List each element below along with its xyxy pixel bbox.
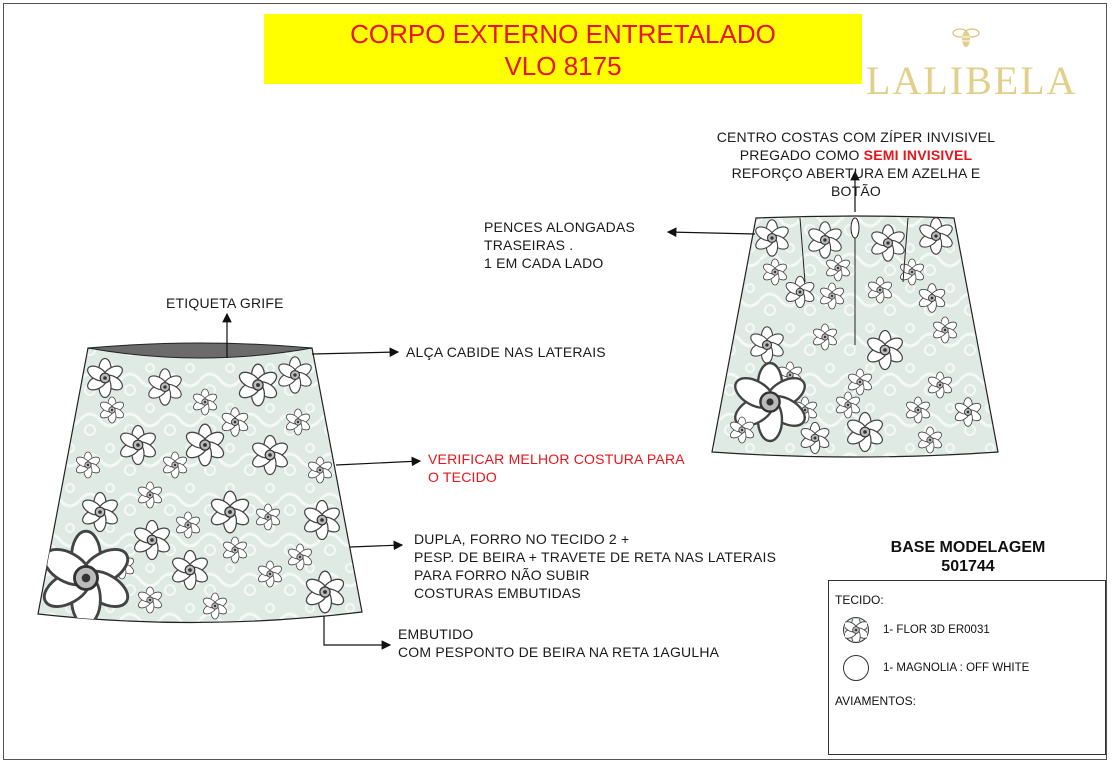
title-line-2: VLO 8175 bbox=[504, 51, 622, 81]
fabric-panel bbox=[828, 580, 1106, 755]
darts-note bbox=[484, 218, 635, 272]
lining-note bbox=[414, 530, 776, 602]
darts-note-line-2: TRASEIRAS . bbox=[484, 237, 574, 253]
verify-note-line-2: O TECIDO bbox=[428, 469, 498, 485]
base-pattern-title: BASE MODELAGEM bbox=[890, 539, 1046, 556]
darts-note-line-1: PENCES ALONGADAS bbox=[484, 219, 636, 235]
back-skirt bbox=[712, 216, 998, 457]
zipper-note-line-2: PREGADO COMO SEMI INVISIVEL bbox=[739, 147, 973, 163]
verify-note bbox=[428, 450, 685, 486]
fabric-item-2-label: 1- MAGNOLIA : OFF WHITE bbox=[883, 662, 1030, 674]
plain-swatch-icon bbox=[843, 655, 869, 681]
hanger-note: ALÇA CABIDE NAS LATERAIS bbox=[406, 344, 606, 360]
zipper-note-line-1: CENTRO COSTAS COM ZÍPER INVISIVEL bbox=[716, 129, 996, 145]
brand-name: LALIBELA bbox=[866, 58, 1078, 103]
hem-note bbox=[398, 625, 719, 661]
hem-note-line-1: EMBUTIDO bbox=[398, 626, 474, 642]
front-skirt bbox=[38, 343, 362, 625]
base-pattern-number: 501744 bbox=[941, 558, 995, 575]
lining-note-line-1: DUPLA, FORRO NO TECIDO 2 + bbox=[414, 531, 630, 547]
zipper-note bbox=[706, 128, 1006, 200]
lining-note-line-4: COSTURAS EMBUTIDAS bbox=[414, 585, 581, 601]
verify-note-line-1: VERIFICAR MELHOR COSTURA PARA bbox=[428, 451, 685, 467]
zipper-highlight: SEMI INVISIVEL bbox=[863, 147, 973, 163]
trims-heading: AVIAMENTOS: bbox=[835, 694, 916, 708]
zipper-note-line-3: REFORÇO ABERTURA EM AZELHA E BOTÃO bbox=[731, 165, 981, 199]
lining-note-line-2: PESP. DE BEIRA + TRAVETE DE RETA NAS LATERAIS bbox=[414, 549, 777, 565]
title-line-1: CORPO EXTERNO ENTRETALADO bbox=[350, 19, 776, 49]
hem-note-line-2: COM PESPONTO DE BEIRA NA RETA 1AGULHA bbox=[398, 644, 720, 660]
flower-swatch-icon bbox=[843, 617, 869, 643]
fabric-item-1-label: 1- FLOR 3D ER0031 bbox=[883, 624, 990, 636]
fabric-heading: TECIDO: bbox=[835, 593, 884, 607]
lining-note-line-3: PARA FORRO NÃO SUBIR bbox=[414, 567, 590, 583]
label-note: ETIQUETA GRIFE bbox=[166, 295, 284, 311]
base-pattern-heading bbox=[858, 538, 1078, 576]
darts-note-line-3: 1 EM CADA LADO bbox=[484, 255, 604, 271]
